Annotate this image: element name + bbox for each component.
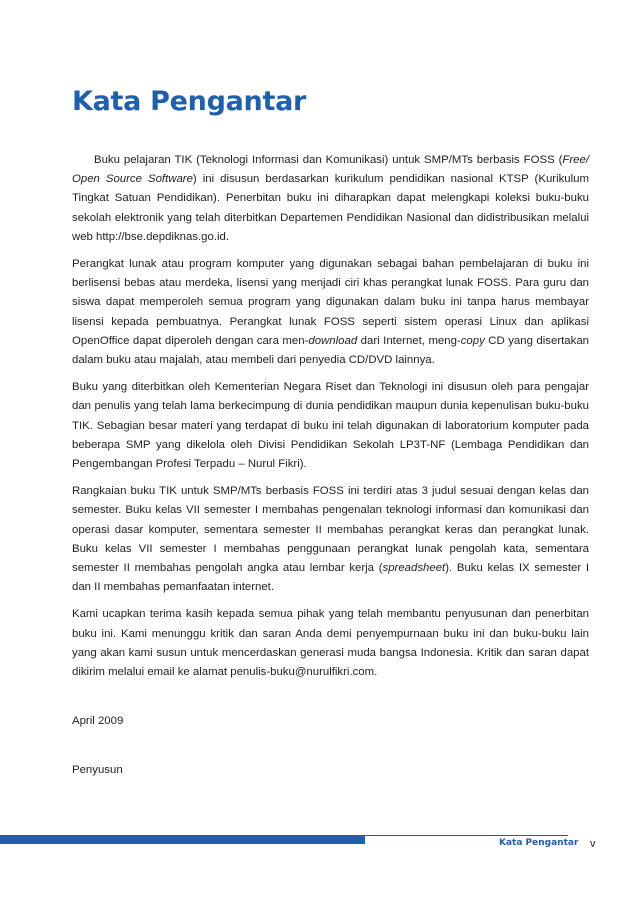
text-run: Rangkaian buku TIK untuk SMP/MTs berbasis FOSS ini terdiri atas 3 judul sesuai dengan kelas dan semester. Buku kelas VII semester I membahas pengenalan teknologi informasi dan komunikasi dan operasi dasar komputer, sementara semester II membahas perangkat keras dan perangkat lunak. Buku kelas VII semester I membahas penggunaan perangkat lunak pengolah kata, sementara semester II membahas pengolah angka atau lembar kerja (: [72, 485, 589, 575]
italic-run: Free/ Open Source Software: [72, 154, 589, 186]
body-text: [72, 151, 589, 789]
page-title: Kata Pengantar: [72, 86, 307, 117]
paragraph-3: [72, 378, 589, 474]
paragraph-2: [72, 255, 589, 370]
text-run: dari Internet, meng-: [357, 334, 461, 347]
text-run: ) ini disusun berdasarkan kurikulum pendidikan nasional KTSP (Kurikulum Tingkat Satuan Pendidikan). Penerbitan buku ini diharapkan dapat melengkapi koleksi buku-buku sekolah elektronik yang telah diterbitkan Departemen Pendidikan Nasional dan didistribusikan melalui web http://bse.depdiknas.go.id.: [72, 173, 589, 243]
italic-run: download: [308, 334, 358, 347]
paragraph-4: [72, 482, 589, 597]
text-run: Buku yang diterbitkan oleh Kementerian Negara Riset dan Teknologi ini disusun oleh para pengajar dan penulis yang telah lama berkecimpung di dunia pendidikan maupun dunia kepenulisan buku-buku TIK. Sebagian besar materi yang terdapat di buku ini telah digunakan di laboratorium komputer pada beberapa SMP yang dikelola oleh Divisi Pendidikan Sekolah LP3T-NF (Lembaga Pendidikan dan Pengembangan Profesi Terpadu – Nurul Fikri).: [72, 381, 589, 471]
text-run: Perangkat lunak atau program komputer yang digunakan sebagai bahan pembelajaran di buku ini berlisensi bebas atau merdeka, lisensi yang menjadi ciri khas perangkat lunak FOSS. Para guru dan siswa dapat memperoleh semua program yang digunakan dalam buku ini tanpa harus membayar lisensi kepada pembuatnya. Perangkat lunak FOSS seperti sistem operasi Linux dan aplikasi OpenOffice dapat diperoleh dengan cara men-: [72, 258, 589, 347]
text-run: Buku pelajaran TIK (Teknologi Informasi dan Komunikasi) untuk SMP/MTs berbasis FOSS (: [94, 154, 563, 166]
spacer: [72, 690, 589, 712]
date-line: April 2009: [72, 715, 124, 728]
italic-run: copy: [460, 334, 485, 347]
text-run: Kami ucapkan terima kasih kepada semua pihak yang telah membantu penyusunan dan penerbitan buku ini. Kami menunggu kritik dan saran Anda demi penyempurnaan buku ini dan buku-buku lain yang akan kami susun untuk mencerdaskan generasi muda bangsa Indonesia. Kritik dan saran dapat dikirim melalui email ke alamat penulis-buku@nurulfikri.com.: [72, 608, 589, 679]
page-number: v: [590, 838, 596, 850]
footer-chapter-label: Kata Pengantar: [499, 838, 579, 848]
paragraph-5: [72, 605, 589, 682]
italic-run: spreadsheet: [382, 562, 446, 575]
text-run: ). Buku kelas IX semester I dan II membahas pemanfaatan internet.: [72, 562, 590, 594]
paragraph-1: [72, 151, 589, 247]
footer-bar: [0, 835, 365, 844]
author-line: Penyusun: [72, 764, 123, 777]
text-run: CD yang disertakan dalam buku atau majalah, atau membeli dari penyedia CD/DVD lainnya.: [72, 334, 589, 367]
footer-rule: [365, 835, 568, 836]
spacer: [72, 739, 589, 761]
